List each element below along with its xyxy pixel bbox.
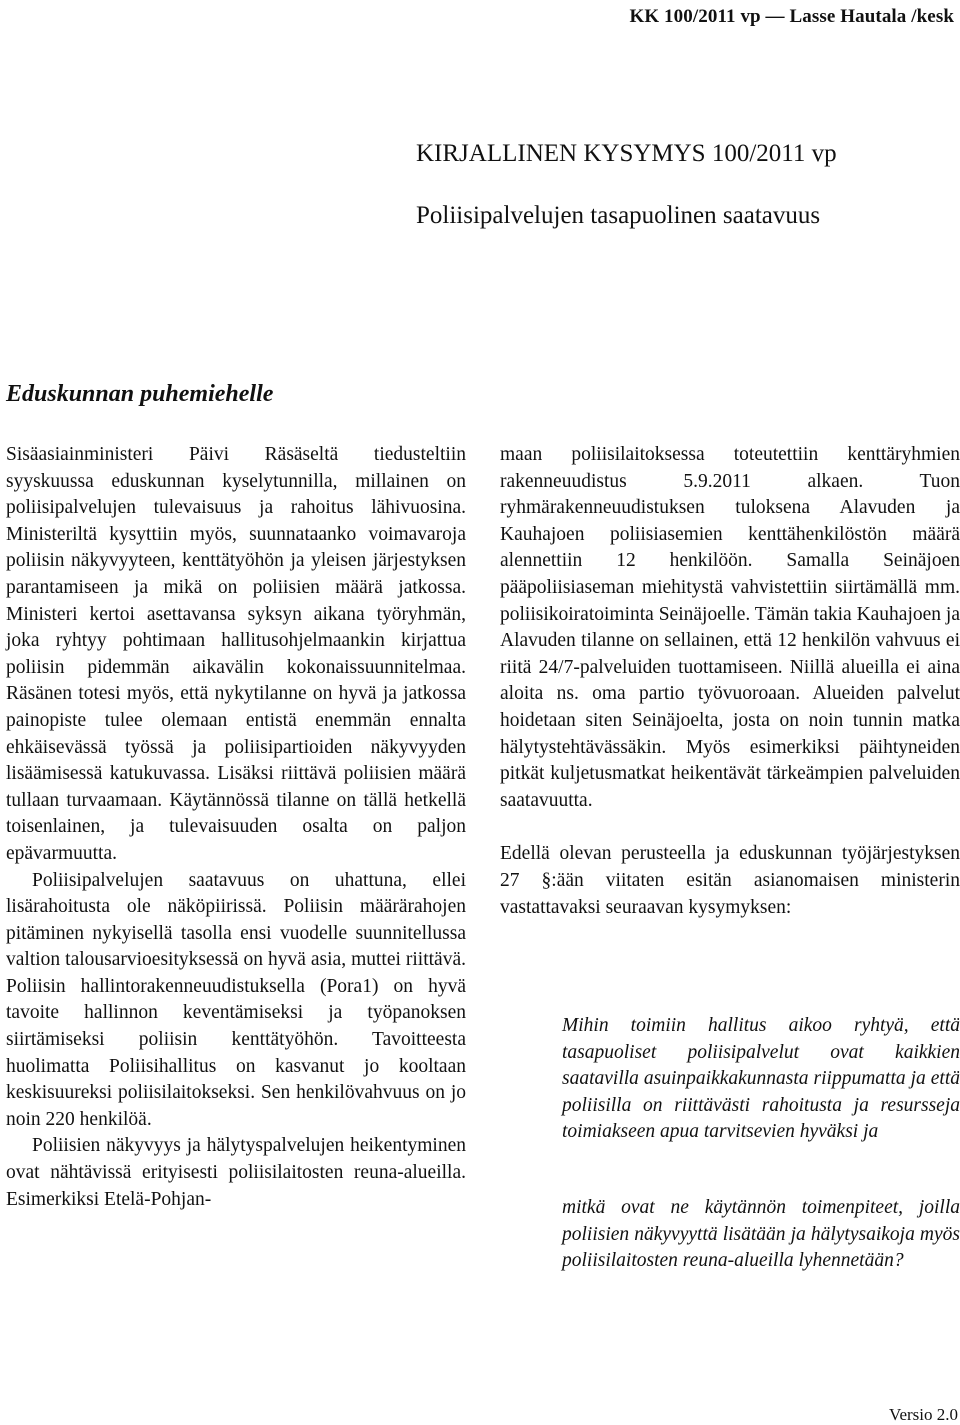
body-paragraph: Edellä olevan perusteella ja eduskunnan työjärjestyksen 27 §:ään viitaten esitän asianomaisen ministerin vastattavaksi seuraavan kysymyksen: [500, 843, 960, 918]
document-subtitle: Poliisipalvelujen tasapuolinen saatavuus [416, 202, 821, 229]
document-reference-header: KK 100/2011 vp — Lasse Hautala /kesk [629, 6, 954, 27]
body-paragraph: Sisäasiainministeri Päivi Räsäseltä tiedusteltiin syyskuussa eduskunnan kyselytunnilla, millainen on poliisipalvelujen tulevaisuus ja rahoitus lähivuosina. Ministeriltä kysyttiin myös, suunnataanko voimavaroja poliisin näkyvyyteen, kenttätyöhön ja yleisen järjestyksen parantamiseen ja mikä on poliisien määrä jatkossa. Ministeri kertoi asettavansa syksyn aikana työryhmän, joka ryhtyy pohtimaan hallitusohjelmaankin kirjattua poliisin pidemmän aikavälin kokonaissuunnitelmaa. Räsänen totesi myös, että nykytilanne on hyvä ja jatkossa painopiste tulee olemaan entistä enemmän ennalta ehkäisevässä työssä ja poliisipartioiden näkyvyyden lisäämisessä katukuvassa. Lisäksi riittävä poliisien määrä tullaan turvaamaan. Käytännössä tilanne on tällä hetkellä toisenlainen, ja tulevaisuuden osalta on paljon epävarmuutta. [6, 444, 466, 864]
question-paragraph: mitkä ovat ne käytännön toimenpiteet, joilla poliisien näkyvyyttä lisätään ja hälytysaikoja myös poliisilaitosten reuna-alueilla lyhennetään? [562, 1197, 960, 1272]
question-paragraph: Mihin toimiin hallitus aikoo ryhtyä, että tasapuoliset poliisipalvelut ovat kaikkien saatavilla asuinpaikkakunnasta riippumatta ja että poliisilla on riittävästi rahoitusta ja resursseja toimiakseen apua tarvitsevien hyväksi ja [562, 1015, 960, 1143]
body-paragraph: maan poliisilaitoksessa toteutettiin kenttäryhmien rakenneuudistus 5.9.2011 alkaen. Tuon ryhmärakenneuudistuksen tuloksena Alavuden ja Kauhajoen poliisiasemien kenttähenkilöstön määrä alennettiin 12 henkilöön. Samalla Seinäjoen pääpoliisiaseman miehitystä vahvistettiin siirtämällä mm. poliisikoiratoiminta Seinäjoelle. Tämän takia Kauhajoen ja Alavuden tilanne on sellainen, että 12 henkilön vahvuus ei riitä 24/7-palveluiden tuottamiseen. Niillä alueilla ei aina aloita ns. oma partio työvuoroaan. Alueiden palvelut hoidetaan siten Seinäjoelta, josta on noin tunnin matka hälytystehtävässäkin. Myös esimerkiksi päihtyneiden pitkät kuljetusmatkat heikentävät tärkeämpien palveluiden saatavuutta. [500, 444, 960, 811]
salutation: Eduskunnan puhemiehelle [6, 381, 274, 407]
version-label: Versio 2.0 [889, 1405, 958, 1424]
body-left-column [6, 442, 466, 1213]
body-paragraph: Poliisien näkyvyys ja hälytyspalvelujen heikentyminen ovat nähtävissä erityisesti poliisilaitosten reuna-alueilla. Esimerkiksi Etelä-Pohjan- [6, 1135, 466, 1210]
body-paragraph: Poliisipalvelujen saatavuus on uhattuna, ellei lisärahoitusta ole näköpiirissä. Poliisin määrärahojen pitäminen nykyisellä tasolla ensi vuodelle suunnitellussa valtion talousarvioesityksessä on hyvä asia, muttei riittävä. Poliisin hallintorakenneuudistuksella (Pora1) on hyvä tavoite hallinnon keventämiseksi ja työpanoksen siirtämiseksi poliisin kenttätyöhön. Tavoitteesta huolimatta Poliisihallitus on kasvanut jo kooltaan keskisuureksi poliisilaitokseksi. Sen henkilövahvuus on jo noin 220 henkilöä. [6, 869, 466, 1130]
document-title: KIRJALLINEN KYSYMYS 100/2011 vp [416, 140, 837, 167]
body-right-column [500, 442, 960, 921]
